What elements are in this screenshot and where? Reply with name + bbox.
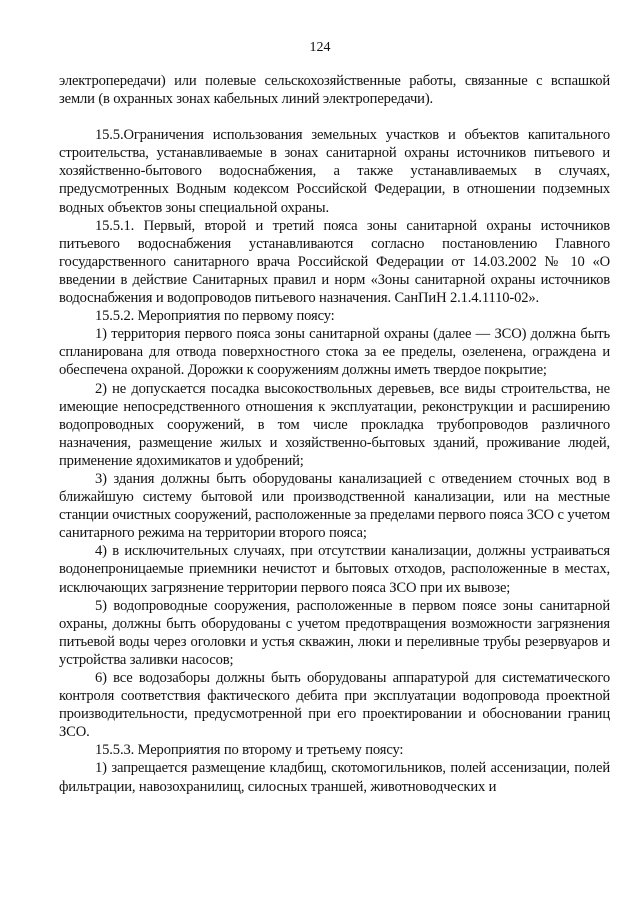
first-belt-item-6: 6) все водозаборы должны быть оборудованы аппаратурой для систематического контроля соответствия фактического дебита при эксплуатации водопровода проектной производительности, предусмотренной при его проектировании и обосновании границ ЗСО. bbox=[59, 670, 610, 741]
section-15-5: 15.5.Ограничения использования земельных участков и объектов капитального строительства, устанавливаемые в зонах санитарной охраны источников питьевого и хозяйственно-бытового водоснабжения, а также устанавливаемых в случаях, предусмотренных Водным кодексом Российской Федерации, в отношении подземных водных объектов зоны специальной охраны. bbox=[59, 127, 610, 216]
first-belt-item-1: 1) территория первого пояса зоны санитарной охраны (далее — ЗСО) должна быть спланирована для отвода поверхностного стока за ее пределы, озеленена, ограждена и обеспечена охраной. Дорожки к сооружениям должны иметь твердое покрытие; bbox=[59, 326, 610, 379]
body-text bbox=[59, 72, 610, 796]
paragraph-spacer bbox=[59, 108, 610, 126]
second-third-belt-item-1: 1) запрещается размещение кладбищ, скотомогильников, полей ассенизации, полей фильтрации, навозохранилищ, силосных траншей, животноводческих и bbox=[59, 760, 610, 795]
first-belt-item-4: 4) в исключительных случаях, при отсутствии канализации, должны устраиваться водонепроницаемые приемники нечистот и бытовых отходов, расположенные в местах, исключающих загрязнение территории первого пояса ЗСО при их вывозе; bbox=[59, 543, 610, 596]
section-15-5-1: 15.5.1. Первый, второй и третий пояса зоны санитарной охраны источников питьевого водоснабжения устанавливаются согласно постановлению Главного государственного санитарного врача Российской Федерации от 14.03.2002 № 10 «О введении в действие Санитарных правил и норм «Зоны санитарной охраны источников водоснабжения и водопроводов питьевого назначения. СанПиН 2.1.4.1110-02». bbox=[59, 217, 610, 307]
paragraph-continuation: электропередачи) или полевые сельскохозяйственные работы, связанные с вспашкой земли (в охранных зонах кабельных линий электропередачи). bbox=[59, 73, 610, 108]
section-15-5-3-heading: 15.5.3. Мероприятия по второму и третьему поясу: bbox=[95, 742, 404, 759]
first-belt-item-5: 5) водопроводные сооружения, расположенные в первом поясе зоны санитарной охраны, должны быть оборудованы с учетом предотвращения возможности загрязнения питьевой воды через оголовки и устья скважин, люки и переливные трубы резервуаров и устройства заливки насосов; bbox=[59, 597, 610, 668]
page-number: 124 bbox=[309, 40, 331, 55]
first-belt-item-3: 3) здания должны быть оборудованы канализацией с отведением сточных вод в ближайшую систему бытовой или производственной канализации, или на местные станции очистных сооружений, расположенные за пределами первого пояса ЗСО с учетом санитарного режима на территории второго пояса; bbox=[59, 470, 610, 542]
first-belt-item-2: 2) не допускается посадка высокоствольных деревьев, все виды строительства, не имеющие непосредственного отношения к эксплуатации, реконструкции и расширению водопроводных сооружений, в том числе прокладка трубопроводов различного назначения, размещение жилых и хозяйственно-бытовых зданий, проживание людей, применение ядохимикатов и удобрений; bbox=[59, 380, 610, 469]
section-15-5-2-heading: 15.5.2. Мероприятия по первому поясу: bbox=[95, 308, 335, 325]
